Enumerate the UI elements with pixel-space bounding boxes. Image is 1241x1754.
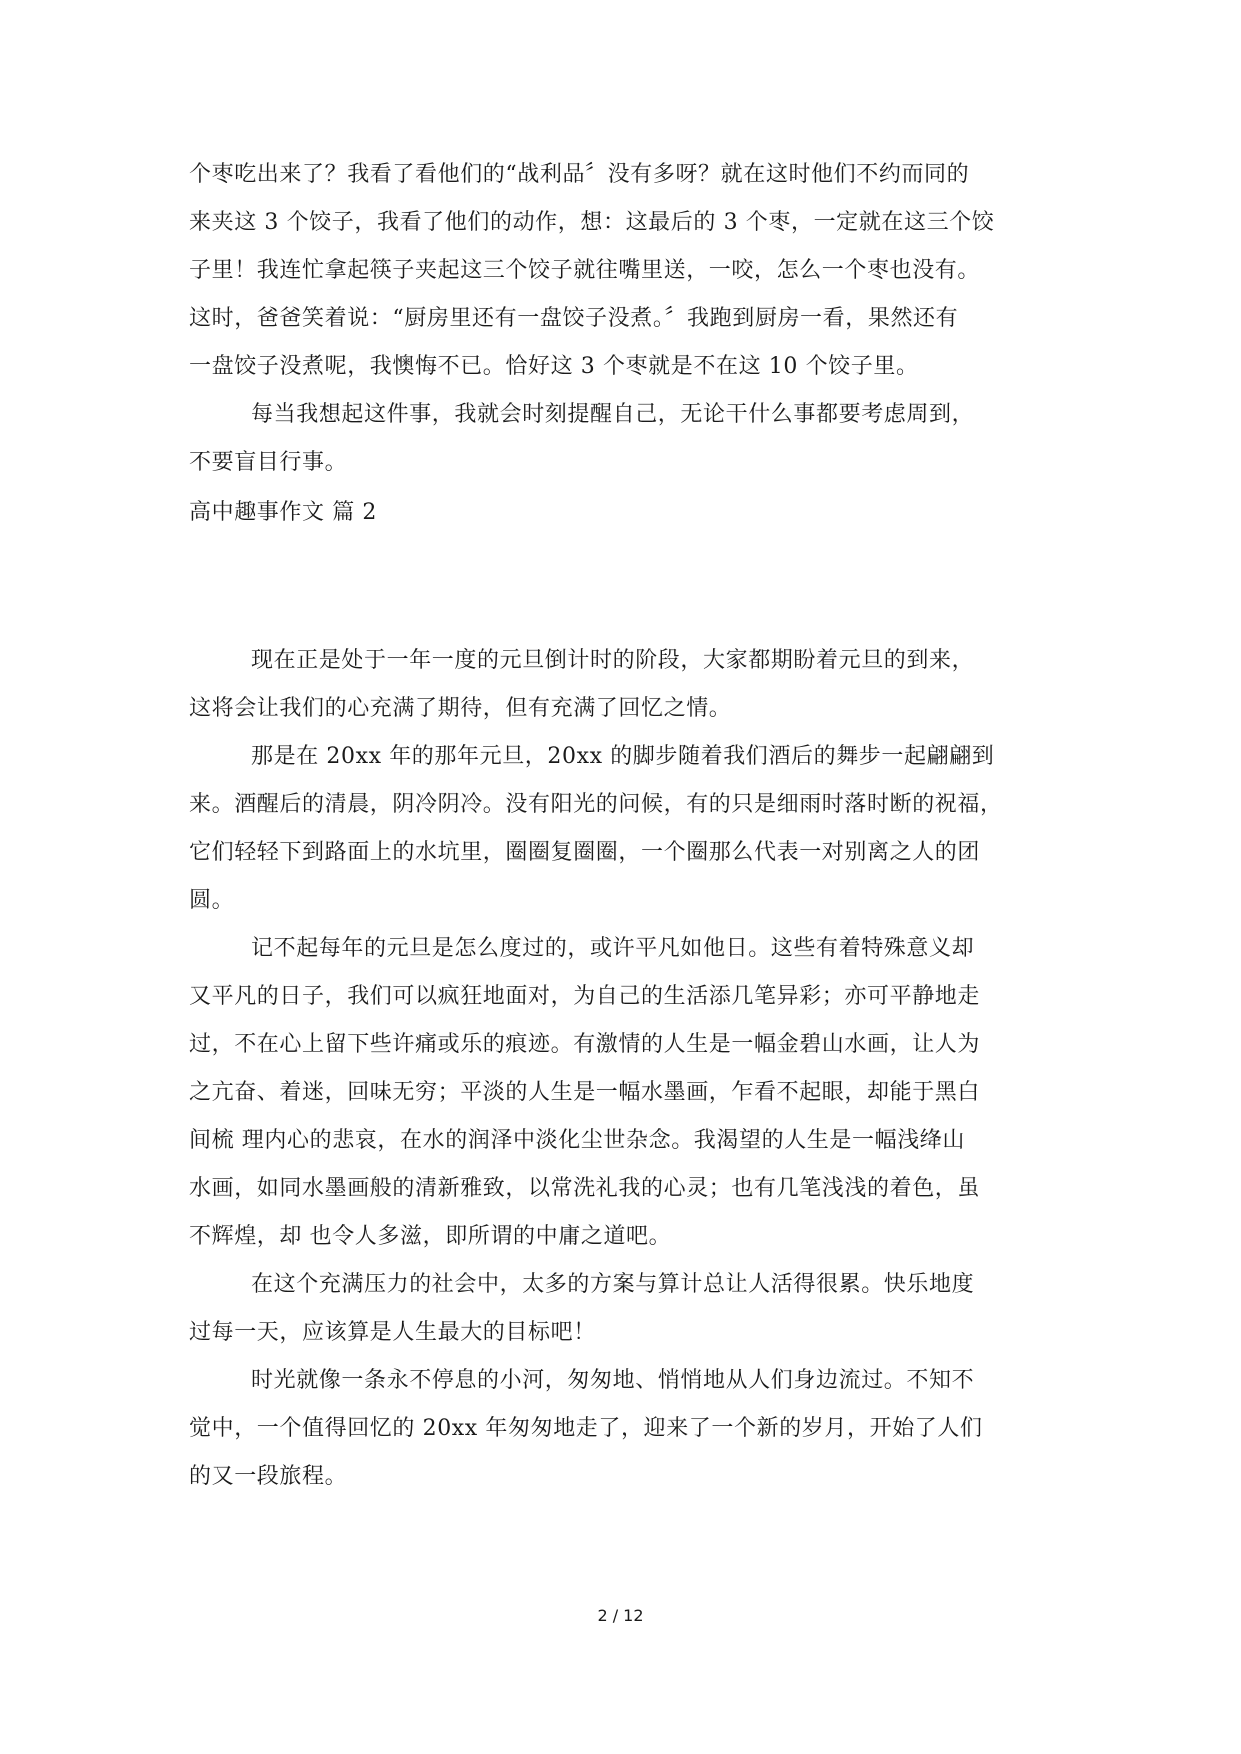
text-line: 不要盲目行事。 bbox=[189, 450, 348, 475]
page-number: 2 / 12 bbox=[597, 1606, 644, 1625]
paragraph-first-line: 记不起每年的元旦是怎么度过的，或许平凡如他日。这些有着特殊意义却 bbox=[251, 936, 975, 961]
text-line: 圆。 bbox=[189, 888, 235, 913]
text-line: 觉中，一个值得回忆的 20xx 年匆匆地走了，迎来了一个新的岁月，开始了人们 bbox=[189, 1416, 983, 1441]
text-line: 之亢奋、着迷，回味无穷；平淡的人生是一幅水墨画，乍看不起眼，却能于黑白 bbox=[189, 1080, 981, 1105]
text-line: 过，不在心上留下些许痛或乐的痕迹。有激情的人生是一幅金碧山水画，让人为 bbox=[189, 1032, 981, 1057]
text-line: 子里！我连忙拿起筷子夹起这三个饺子就往嘴里送，一咬，怎么一个枣也没有。 bbox=[189, 258, 981, 283]
text-line: 又平凡的日子，我们可以疯狂地面对，为自己的生活添几笔异彩；亦可平静地走 bbox=[189, 984, 981, 1009]
text-line: 这将会让我们的心充满了期待，但有充满了回忆之情。 bbox=[189, 696, 732, 721]
paragraph-first-line: 时光就像一条永不停息的小河，匆匆地、悄悄地从人们身边流过。不知不 bbox=[251, 1368, 975, 1393]
paragraph-first-line: 现在正是处于一年一度的元旦倒计时的阶段，大家都期盼着元旦的到来， bbox=[251, 648, 975, 673]
paragraph-first-line: 每当我想起这件事，我就会时刻提醒自己，无论干什么事都要考虑周到， bbox=[251, 402, 975, 427]
text-line: 水画，如同水墨画般的清新雅致，以常洗礼我的心灵；也有几笔浅浅的着色，虽 bbox=[189, 1176, 981, 1201]
paragraph-first-line: 在这个充满压力的社会中，太多的方案与算计总让人活得很累。快乐地度 bbox=[251, 1272, 975, 1297]
text-line: 间梳 理内心的悲哀，在水的润泽中淡化尘世杂念。我渴望的人生是一幅浅绛山 bbox=[189, 1128, 965, 1153]
text-line: 一盘饺子没煮呢，我懊悔不已。恰好这 3 个枣就是不在这 10 个饺子里。 bbox=[189, 354, 919, 379]
text-line: 个枣吃出来了？我看了看他们的“战利品〞没有多呀？就在这时他们不约而同的 bbox=[189, 162, 970, 187]
text-line: 过每一天，应该算是人生最大的目标吧！ bbox=[189, 1320, 596, 1345]
text-line: 它们轻轻下到路面上的水坑里，圈圈复圈圈，一个圈那么代表一对别离之人的团 bbox=[189, 840, 981, 865]
text-line: 的又一段旅程。 bbox=[189, 1464, 348, 1489]
text-line: 不辉煌，却 也令人多滋，即所谓的中庸之道吧。 bbox=[189, 1224, 672, 1249]
text-line: 来。酒醒后的清晨，阴冷阴冷。没有阳光的问候，有的只是细雨时落时断的祝福， bbox=[189, 792, 1003, 817]
text-line: 来夹这 3 个饺子，我看了他们的动作，想：这最后的 3 个枣，一定就在这三个饺 bbox=[189, 210, 995, 235]
text-line: 这时，爸爸笑着说：“厨房里还有一盘饺子没煮。〞我跑到厨房一看，果然还有 bbox=[189, 306, 959, 331]
paragraph-first-line: 那是在 20xx 年的那年元旦，20xx 的脚步随着我们酒后的舞步一起翩翩到 bbox=[251, 744, 995, 769]
section-heading: 高中趣事作文 篇 2 bbox=[189, 500, 377, 525]
